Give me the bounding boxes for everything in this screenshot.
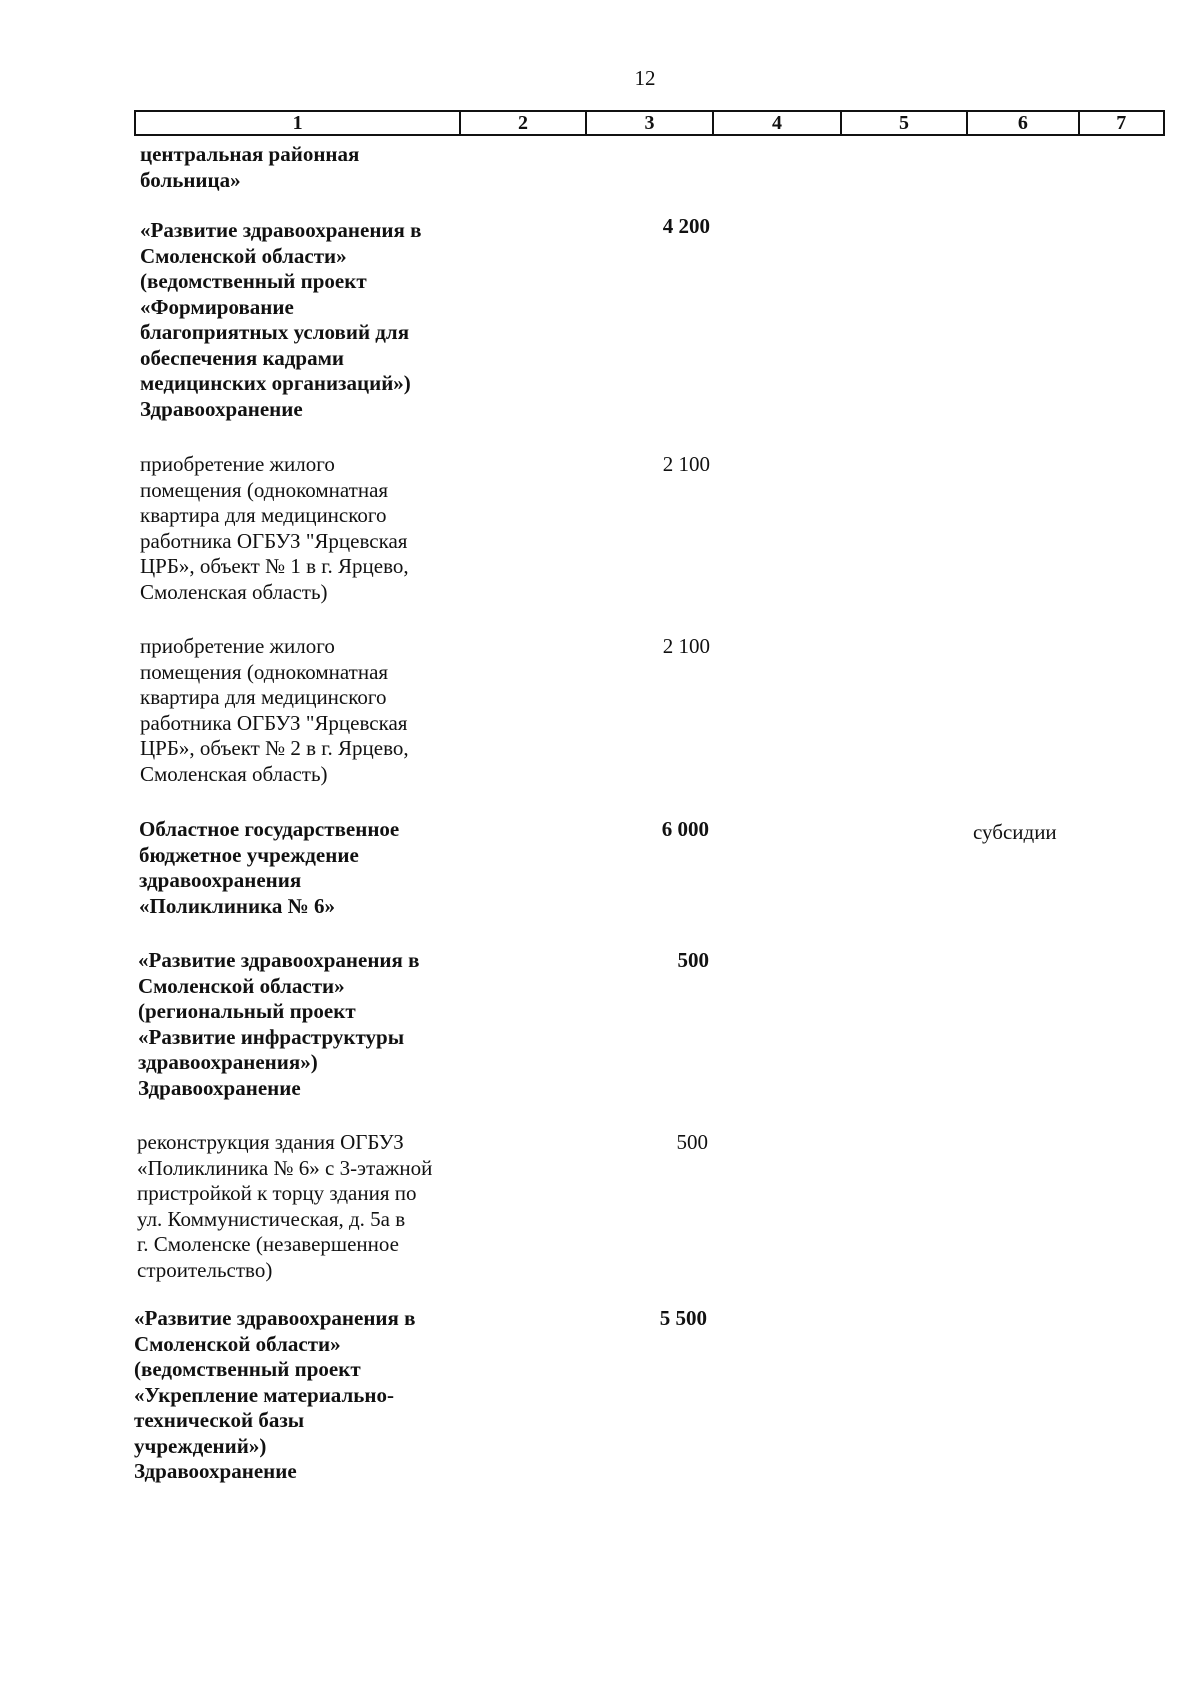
column-header-2: 2	[460, 111, 585, 135]
column-header-4: 4	[713, 111, 840, 135]
row-name: «Развитие здравоохранения в Смоленской области» (региональный проект «Развитие инфраструктуры здравоохранения») Здравоохранение	[138, 948, 420, 1100]
column-header-3: 3	[586, 111, 713, 135]
row-name: приобретение жилого помещения (однокомнатная квартира для медицинского работника ОГБУЗ "Ярцевская ЦРБ», объект № 2 в г. Ярцево, Смоленская область)	[140, 634, 409, 786]
row-amount: 2 100	[662, 452, 710, 476]
row-amount: 4 200	[662, 214, 710, 238]
row-name: «Развитие здравоохранения в Смоленской области» (ведомственный проект «Формирование благоприятных условий для обеспечения кадрами медицинских организаций») Здравоохранение	[140, 218, 422, 421]
row-name: приобретение жилого помещения (однокомнатная квартира для медицинского работника ОГБУЗ "Ярцевская ЦРБ», объект № 1 в г. Ярцево, Смоленская область)	[140, 452, 409, 604]
column-header-7: 7	[1079, 111, 1164, 135]
row-amount: 2 100	[662, 634, 710, 658]
column-header-1: 1	[135, 111, 460, 135]
row-form-of-support: субсидии	[973, 820, 1057, 844]
row-name: «Развитие здравоохранения в Смоленской области» (ведомственный проект «Укрепление материально- технической базы учреждений») Здравоохранение	[134, 1306, 416, 1483]
column-header-table	[134, 110, 1165, 136]
row-name: центральная районная больница»	[140, 142, 360, 192]
row-amount: 6 000	[661, 817, 709, 841]
row-amount: 500	[677, 948, 709, 972]
row-name: реконструкция здания ОГБУЗ «Поликлиника № 6» с 3-этажной пристройкой к торцу здания по ул. Коммунистическая, д. 5а в г. Смоленске (незавершенное строительство)	[137, 1130, 433, 1282]
column-header-5: 5	[841, 111, 967, 135]
row-amount: 500	[676, 1130, 708, 1154]
page-number: 12	[634, 66, 656, 90]
column-header-6: 6	[967, 111, 1078, 135]
row-amount: 5 500	[659, 1306, 707, 1330]
row-name: Областное государственное бюджетное учреждение здравоохранения «Поликлиника № 6»	[139, 817, 400, 918]
